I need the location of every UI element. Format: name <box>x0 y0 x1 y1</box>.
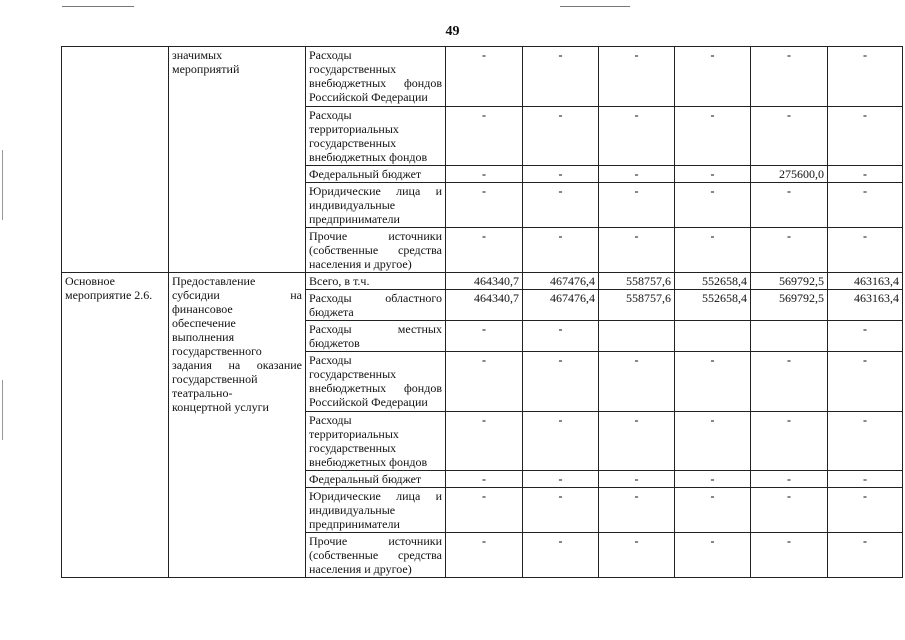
funding-source-cell: Прочие источники (собственные средства населения и другое) <box>306 533 446 578</box>
funding-source-cell: Прочие источники (собственные средства населения и другое) <box>306 228 446 273</box>
value-cell: 275600,0 <box>751 166 828 183</box>
value-cell: 467476,4 <box>523 273 599 290</box>
value-cell: - <box>675 533 751 578</box>
binding-mark <box>2 380 3 440</box>
value-cell: 552658,4 <box>675 273 751 290</box>
value-cell: - <box>751 183 828 228</box>
value-cell: - <box>599 412 675 471</box>
value-cell: - <box>599 183 675 228</box>
funding-source-cell: Расходы государственных внебюджетных фондов Российской Федерации <box>306 47 446 107</box>
binding-mark <box>2 150 3 220</box>
funding-source-cell: Федеральный бюджет <box>306 471 446 488</box>
value-cell: - <box>675 47 751 107</box>
value-cell: 464340,7 <box>446 290 523 321</box>
value-cell: - <box>828 166 903 183</box>
value-cell: - <box>523 471 599 488</box>
value-cell: - <box>523 47 599 107</box>
funding-source-cell: Расходы территориальных государственных внебюджетных фондов <box>306 412 446 471</box>
value-cell: - <box>675 352 751 412</box>
funding-source-cell: Расходы государственных внебюджетных фондов Российской Федерации <box>306 352 446 412</box>
value-cell: - <box>446 107 523 166</box>
value-cell: - <box>828 533 903 578</box>
event-description-cell: Предоставление субсидии на финансовое обеспечение выполнения государственного задания на оказание государственной театрально- концертной услуги <box>169 273 306 578</box>
value-cell: - <box>675 228 751 273</box>
value-cell: - <box>675 488 751 533</box>
value-cell: - <box>523 183 599 228</box>
value-cell: 569792,5 <box>751 273 828 290</box>
value-cell: - <box>751 352 828 412</box>
value-cell: 463163,4 <box>828 273 903 290</box>
value-cell: - <box>751 471 828 488</box>
value-cell: - <box>675 183 751 228</box>
value-cell: - <box>599 166 675 183</box>
value-cell: - <box>599 352 675 412</box>
value-cell: - <box>751 107 828 166</box>
funding-source-cell: Федеральный бюджет <box>306 166 446 183</box>
value-cell: - <box>675 471 751 488</box>
value-cell: - <box>751 47 828 107</box>
value-cell: - <box>599 47 675 107</box>
event-description-cell: значимых мероприятий <box>169 47 306 273</box>
page-number: 49 <box>445 24 460 39</box>
value-cell: - <box>599 107 675 166</box>
value-cell: - <box>446 471 523 488</box>
table-row <box>62 47 903 107</box>
table-row <box>62 273 903 290</box>
funding-source-cell: Расходы областного бюджета <box>306 290 446 321</box>
value-cell: - <box>446 228 523 273</box>
value-cell: - <box>828 412 903 471</box>
funding-source-cell: Расходы местных бюджетов <box>306 321 446 352</box>
value-cell: - <box>446 412 523 471</box>
value-cell: - <box>828 107 903 166</box>
value-cell: - <box>828 228 903 273</box>
value-cell: - <box>599 471 675 488</box>
value-cell: - <box>523 228 599 273</box>
value-cell <box>751 321 828 352</box>
value-cell: - <box>446 488 523 533</box>
header-rule-right <box>560 6 630 7</box>
value-cell: - <box>446 321 523 352</box>
value-cell: - <box>446 166 523 183</box>
value-cell: - <box>599 488 675 533</box>
value-cell: - <box>446 183 523 228</box>
value-cell: - <box>599 533 675 578</box>
value-cell: - <box>523 166 599 183</box>
value-cell: - <box>523 533 599 578</box>
value-cell: - <box>828 183 903 228</box>
value-cell: - <box>446 352 523 412</box>
value-cell: - <box>751 533 828 578</box>
value-cell: - <box>828 488 903 533</box>
value-cell: - <box>675 107 751 166</box>
funding-source-cell: Юридические лица и индивидуальные предприниматели <box>306 183 446 228</box>
value-cell: - <box>828 47 903 107</box>
budget-table <box>61 46 903 578</box>
value-cell <box>599 321 675 352</box>
value-cell: - <box>828 321 903 352</box>
value-cell: 558757,6 <box>599 290 675 321</box>
value-cell: - <box>599 228 675 273</box>
value-cell: - <box>675 412 751 471</box>
funding-source-cell: Расходы территориальных государственных внебюджетных фондов <box>306 107 446 166</box>
value-cell: - <box>675 166 751 183</box>
value-cell: - <box>523 352 599 412</box>
event-name-cell: Основное мероприятие 2.6. <box>62 273 169 578</box>
value-cell: - <box>446 533 523 578</box>
value-cell: - <box>446 47 523 107</box>
value-cell: 558757,6 <box>599 273 675 290</box>
value-cell: - <box>751 488 828 533</box>
value-cell: 464340,7 <box>446 273 523 290</box>
value-cell: 463163,4 <box>828 290 903 321</box>
value-cell: 569792,5 <box>751 290 828 321</box>
funding-source-cell: Всего, в т.ч. <box>306 273 446 290</box>
value-cell: 552658,4 <box>675 290 751 321</box>
value-cell: - <box>523 488 599 533</box>
value-cell: - <box>751 412 828 471</box>
value-cell: 467476,4 <box>523 290 599 321</box>
event-name-cell <box>62 47 169 273</box>
funding-source-cell: Юридические лица и индивидуальные предприниматели <box>306 488 446 533</box>
value-cell: - <box>523 321 599 352</box>
value-cell: - <box>751 228 828 273</box>
header-rule-left <box>62 6 134 7</box>
value-cell <box>675 321 751 352</box>
value-cell: - <box>828 352 903 412</box>
value-cell: - <box>523 412 599 471</box>
value-cell: - <box>523 107 599 166</box>
value-cell: - <box>828 471 903 488</box>
